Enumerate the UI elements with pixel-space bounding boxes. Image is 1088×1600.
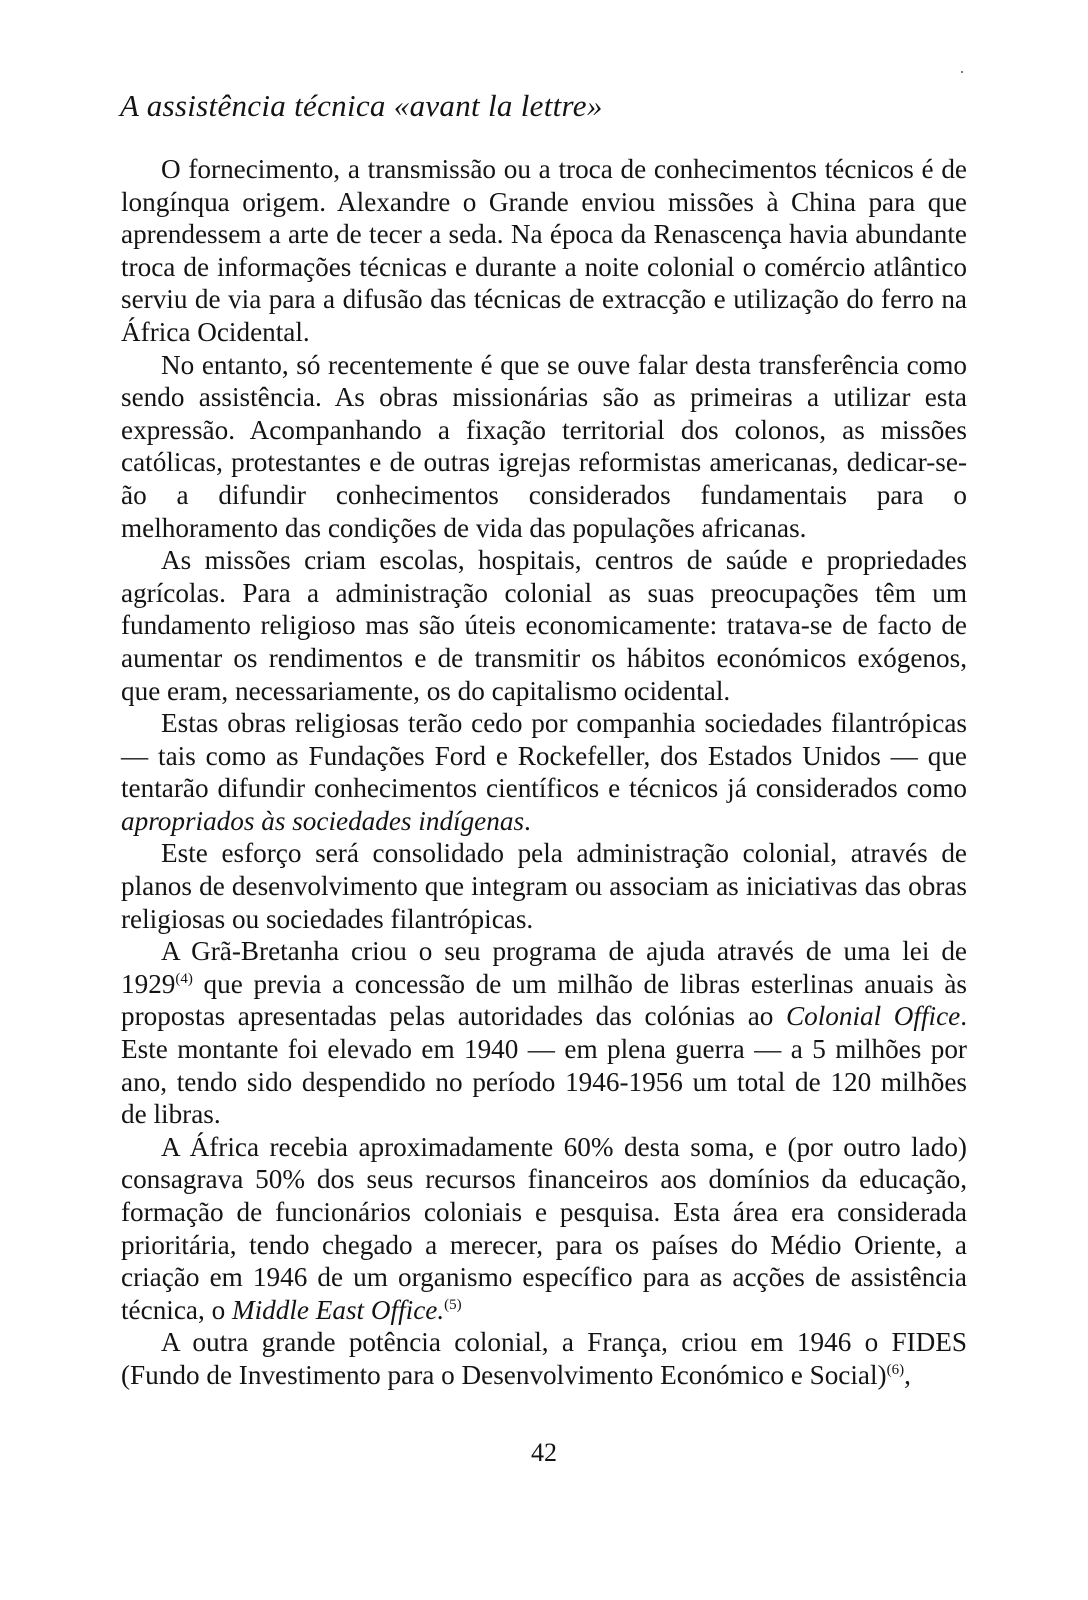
footnote-ref-5: (5) (444, 1296, 462, 1313)
italic-middle-east-office: Middle East Office. (231, 1294, 445, 1325)
footnote-ref-6: (6) (886, 1361, 905, 1378)
paragraph-2: No entanto, só recentemente é que se ouve falar desta transferência como sendo assistência. As obras missionárias são as primeiras a utilizar esta expressão. Acompanhando a fixação territorial dos colonos, as missões católicas, protestantes e de outras igrejas reformistas americanas, dedicar-se-ão a difundir conhecimentos considerados fundamentais para o melhoramento das condições de vida das populações africanas. (121, 349, 967, 543)
paragraph-8: A outra grande potência colonial, a França, criou em 1946 o FIDES (Fundo de Investimento para o Desenvolvimento Económico e Social)$^{(6)}$, (121, 1327, 967, 1390)
body-text (121, 153, 967, 1392)
page-number: 42 (531, 1438, 557, 1467)
italic-phrase: apropriados às sociedades indígenas (121, 805, 525, 836)
paragraph-4: Estas obras religiosas terão cedo por companhia sociedades filantrópicas — tais como as Fundações Ford e Rockefeller, dos Estados Unidos — que tentarão difundir conhecimentos científicos e técnicos já considerados como apropriados às sociedades indígenas. (121, 708, 967, 836)
paragraph-3: As missões criam escolas, hospitais, centros de saúde e propriedades agrícolas. Para a administração colonial as suas preocupações têm um fundamento religioso mas são úteis economicamente: tratava-se de facto de aumentar os rendimentos e de transmitir os hábitos económicos exógenos, que eram, necessariamente, os do capitalismo ocidental. (121, 545, 967, 706)
paragraph-7: A África recebia aproximadamente 60% desta soma, e (por outro lado) consagrava 50% dos seus recursos financeiros aos domínios da educação, formação de funcionários coloniais e pesquisa. Esta área era considerada prioritária, tendo chegado a merecer, para os países do Médio Oriente, a criação em 1946 de um organismo específico para as acções de assistência técnica, o Middle East Office.$^{(5)}$ (121, 1131, 967, 1325)
paragraph-1: O fornecimento, a transmissão ou a troca de conhecimentos técnicos é de longínqua origem. Alexandre o Grande enviou missões à China para que aprendessem a arte de tecer a seda. Na época da Renascença havia abundante troca de informações técnicas e durante a noite colonial o comércio atlântico serviu de via para a difusão das técnicas de extracção e utilização do ferro na África Ocidental. (121, 154, 967, 347)
scan-speck (961, 71, 963, 73)
section-heading: A assistência técnica «avant la lettre» (120, 88, 603, 123)
paragraph-5: Este esforço será consolidado pela administração colonial, através de planos de desenvolvimento que integram ou associam as iniciativas das obras religiosas ou sociedades filantrópicas. (121, 838, 967, 934)
italic-colonial-office: Colonial Office (786, 1001, 961, 1032)
paragraph-6: A Grã-Bretanha criou o seu programa de ajuda através de uma lei de 1929$^{(4)}$ que previa a concessão de um milhão de libras esterlinas anuais às propostas apresentadas pelas autoridades das colónias ao Colonial Office. Este montante foi elevado em 1940 — em plena guerra — a 5 milhões por ano, tendo sido despendido no período 1946-1956 um total de 120 milhões de libras. (121, 936, 967, 1130)
footnote-ref-4: (4) (175, 970, 193, 987)
